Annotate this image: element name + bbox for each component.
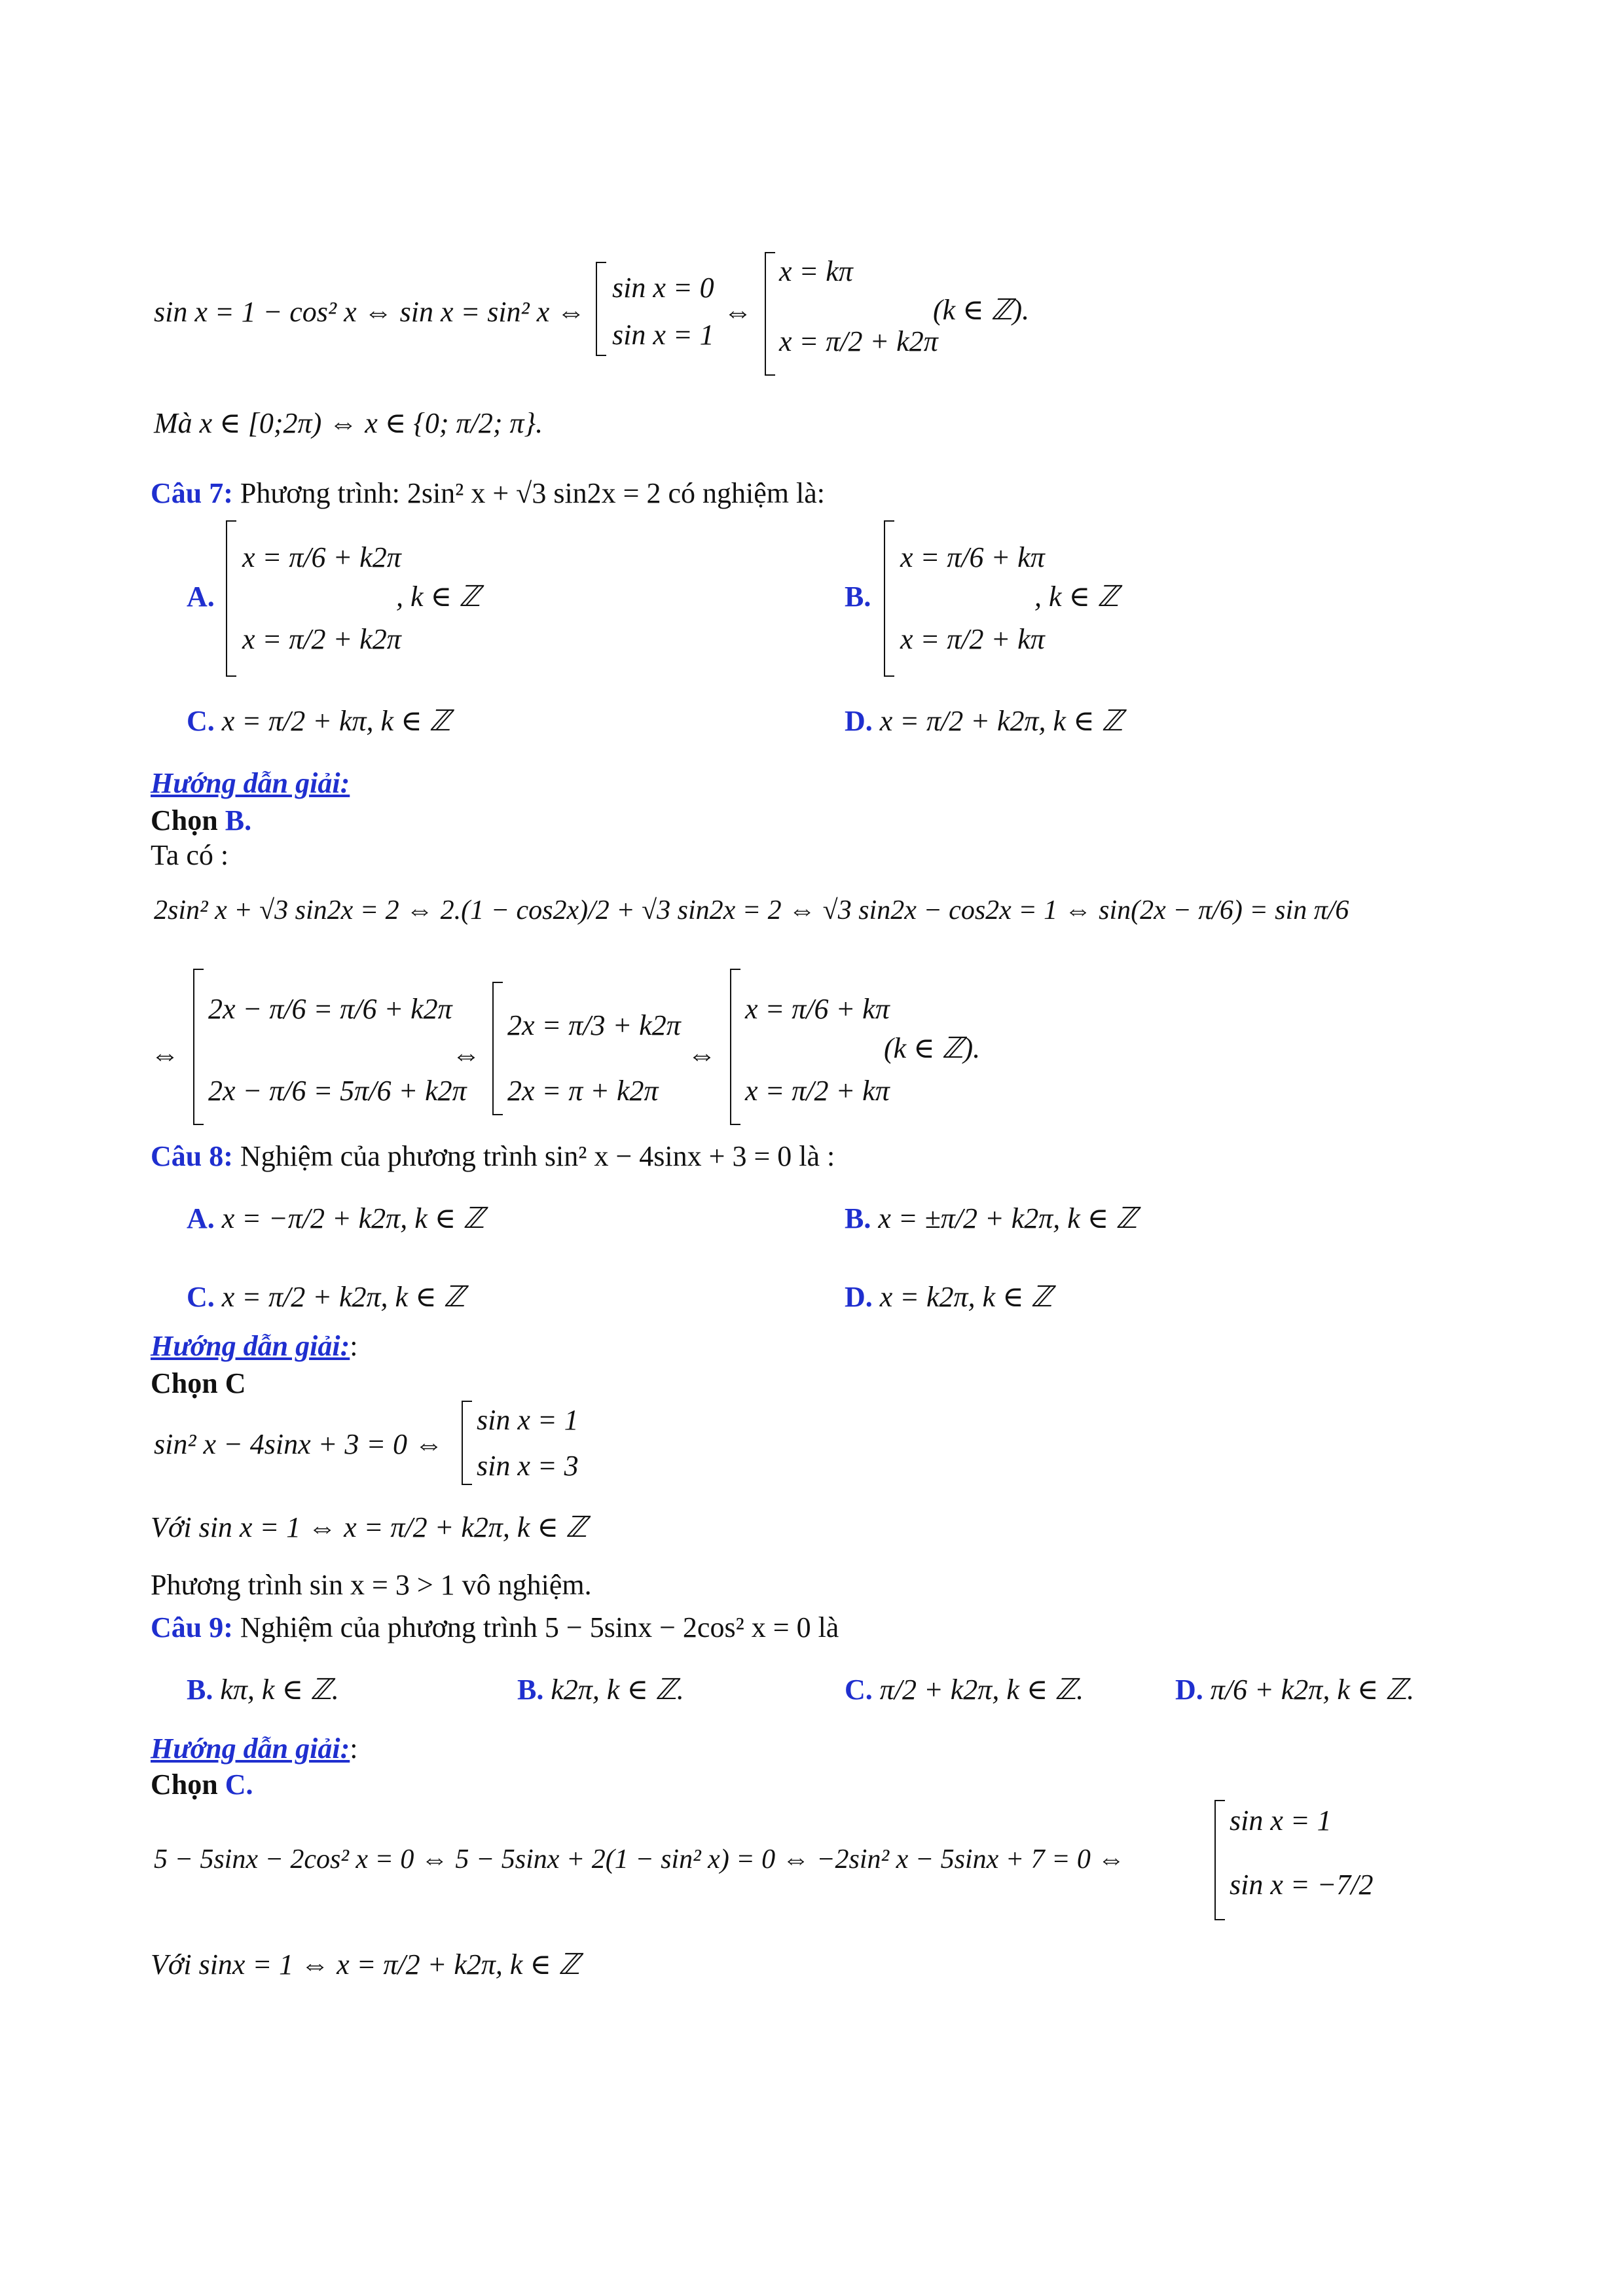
q7-sol-case-1b: 2x − π/6 = 5π/6 + k2π [208, 1075, 467, 1107]
q7-chon-text: Chọn [151, 804, 218, 836]
q9-c-label: C. [845, 1674, 873, 1706]
q7-b-label: B. [845, 581, 871, 613]
q7-c-text: x = π/2 + kπ, k ∈ ℤ [221, 705, 451, 737]
q9-solution-line-1: 5 − 5sinx − 2cos² x = 0 ⇔ 5 − 5sinx + 2(1 − sin² x) = 0 ⇔ −2sin² x − 5sinx + 7 = 0 ⇔ [154, 1844, 1125, 1874]
q7-c-label: C. [187, 705, 215, 737]
q9-sol-bracket [1214, 1800, 1225, 1920]
top-equation [154, 298, 585, 327]
q7-sol-bracket-1 [193, 969, 204, 1125]
q7-d-text: x = π/2 + k2π, k ∈ ℤ [879, 705, 1123, 737]
q7-option-c [187, 707, 450, 736]
q7-sol-arrow-1: ⇔ [151, 1039, 179, 1071]
top-bracket-2 [765, 252, 775, 376]
q7-ta-co: Ta có : [151, 839, 229, 871]
top-k-set: (k ∈ ℤ). [933, 294, 1030, 326]
q8-option-c [187, 1283, 465, 1312]
q7-sol-case-1a: 2x − π/6 = π/6 + k2π [208, 993, 452, 1025]
q9-opt1-label: B. [187, 1674, 213, 1706]
q7-sol-bracket-2 [492, 982, 503, 1115]
q9-chon-answer: C. [225, 1768, 253, 1801]
q9-sol-case-b: sin x = −7/2 [1230, 1869, 1374, 1901]
q7-text: Phương trình: 2sin² x + √3 sin2x = 2 có nghiệm là: [240, 477, 825, 509]
q8-sol-bracket [462, 1401, 472, 1485]
q9-guide-heading [151, 1734, 357, 1763]
q8-option-d [845, 1283, 1052, 1312]
q9-chon [151, 1770, 253, 1799]
q7-sol-arrow-3: ⇔ [687, 1039, 716, 1071]
top-case-2b: x = π/2 + k2π [779, 325, 938, 357]
q9-voi-line: Với sinx = 1 ⇔ x = π/2 + k2π, k ∈ ℤ [151, 1948, 580, 1981]
ma-line: Mà x ∈ [0;2π) ⇔ x ∈ {0; π/2; π}. [154, 407, 543, 439]
q8-vo-nghiem: Phương trình sin x = 3 > 1 vô nghiệm. [151, 1569, 592, 1601]
q7-a-k: , k ∈ ℤ [396, 581, 481, 613]
q8-voi-line: Với sin x = 1 ⇔ x = π/2 + k2π, k ∈ ℤ [151, 1511, 587, 1543]
q9-d-text: π/6 + k2π, k ∈ ℤ. [1210, 1674, 1415, 1706]
q7-b-case-1: x = π/6 + kπ [900, 541, 1045, 573]
q8-guide-heading-text: Hướng dẫn giải: [151, 1330, 350, 1362]
q9-sol-case-a: sin x = 1 [1230, 1804, 1332, 1837]
q7-option-d [845, 707, 1123, 736]
q8-guide-heading [151, 1332, 357, 1361]
top-arrow: ⇔ [723, 296, 752, 328]
q7-b-k: , k ∈ ℤ [1034, 581, 1119, 613]
q7-label: Câu 7: [151, 477, 233, 509]
q9-opt2-text: k2π, k ∈ ℤ. [551, 1674, 684, 1706]
q8-option-b [845, 1204, 1137, 1233]
q7-chon [151, 806, 251, 835]
q8-text: Nghiệm của phương trình sin² x − 4sinx + 3 = 0 là : [240, 1140, 835, 1172]
top-case-1a: sin x = 0 [612, 272, 714, 304]
q7-solution-line-1: 2sin² x + √3 sin2x = 2 ⇔ 2.(1 − cos2x)/2 + √3 sin2x = 2 ⇔ √3 sin2x − cos2x = 1 ⇔ sin(2x − π/6) = sin π/6 [154, 895, 1349, 925]
q8-d-text: x = k2π, k ∈ ℤ [879, 1281, 1053, 1313]
q8-guide-colon: : [350, 1330, 358, 1362]
q8-option-a [187, 1204, 484, 1233]
q9-guide-colon: : [350, 1732, 358, 1765]
q9-c-text: π/2 + k2π, k ∈ ℤ. [879, 1674, 1084, 1706]
top-case-2a: x = kπ [779, 255, 853, 287]
q7-sol-bracket-3 [730, 969, 740, 1125]
top-bracket-1 [596, 262, 606, 356]
q7-sol-k: (k ∈ ℤ). [884, 1032, 981, 1064]
q7-sol-case-3b: x = π/2 + kπ [745, 1075, 890, 1107]
q7-a-bracket [226, 520, 236, 677]
q9-guide-heading-text: Hướng dẫn giải: [151, 1732, 350, 1765]
q7-a-case-1: x = π/6 + k2π [242, 541, 401, 573]
q9-opt2-label: B. [517, 1674, 544, 1706]
top-equation-text: sin x = 1 − cos² x ⇔ sin x = sin² x ⇔ [154, 296, 586, 328]
q7-d-label: D. [845, 705, 873, 737]
q8-c-label: C. [187, 1281, 215, 1313]
q7-sol-case-2a: 2x = π/3 + k2π [507, 1009, 681, 1041]
q9-option-c [845, 1676, 1084, 1704]
q9-option-1 [187, 1676, 339, 1704]
q7-guide-heading: Hướng dẫn giải: [151, 767, 350, 799]
top-case-1b: sin x = 1 [612, 319, 714, 351]
q7-a-case-2: x = π/2 + k2π [242, 623, 401, 655]
q7-header [151, 479, 825, 508]
q7-a-label: A. [187, 581, 215, 613]
q8-header [151, 1142, 835, 1171]
q7-b-case-2: x = π/2 + kπ [900, 623, 1045, 655]
q8-c-text: x = π/2 + k2π, k ∈ ℤ [221, 1281, 465, 1313]
q9-label: Câu 9: [151, 1611, 233, 1643]
q8-solution-line-1: sin² x − 4sinx + 3 = 0 ⇔ [154, 1428, 444, 1460]
q9-opt1-text: kπ, k ∈ ℤ. [220, 1674, 339, 1706]
q9-option-d [1175, 1676, 1414, 1704]
q8-sol-case-b: sin x = 3 [477, 1450, 579, 1482]
q7-b-bracket [884, 520, 894, 677]
q8-a-label: A. [187, 1202, 215, 1234]
q8-chon: Chọn C [151, 1367, 246, 1399]
q9-option-2 [517, 1676, 684, 1704]
q7-sol-case-3a: x = π/6 + kπ [745, 993, 890, 1025]
q8-label: Câu 8: [151, 1140, 233, 1172]
q7-chon-answer: B. [225, 804, 252, 836]
q9-chon-text: Chọn [151, 1768, 218, 1801]
q8-d-label: D. [845, 1281, 873, 1313]
q9-text: Nghiệm của phương trình 5 − 5sinx − 2cos² x = 0 là [240, 1611, 839, 1643]
q8-a-text: x = −π/2 + k2π, k ∈ ℤ [221, 1202, 485, 1234]
q7-sol-case-2b: 2x = π + k2π [507, 1075, 659, 1107]
q8-b-text: x = ±π/2 + k2π, k ∈ ℤ [878, 1202, 1138, 1234]
q7-sol-arrow-2: ⇔ [452, 1039, 481, 1071]
q9-d-label: D. [1175, 1674, 1203, 1706]
q9-header [151, 1613, 839, 1642]
q8-b-label: B. [845, 1202, 871, 1234]
q8-sol-case-a: sin x = 1 [477, 1404, 579, 1436]
